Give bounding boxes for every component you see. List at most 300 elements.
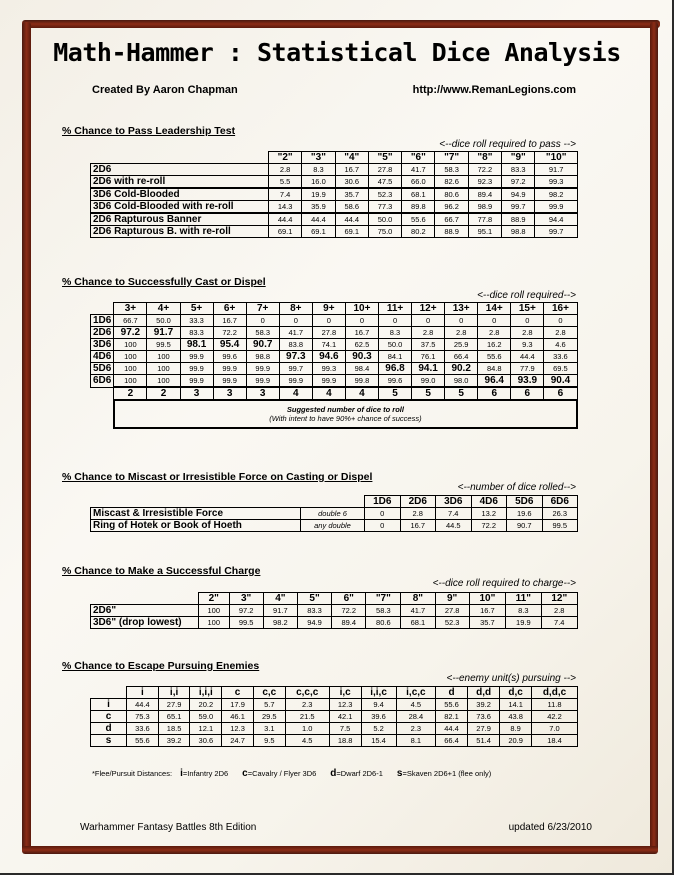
table-cell: 69.1 (335, 226, 368, 238)
pursuit-legend (92, 768, 491, 779)
table-cell: 97.2 (229, 605, 263, 617)
table-cell: 2.8 (412, 327, 445, 339)
suggested-dice-cell: 4 (312, 387, 345, 400)
header-blank (91, 303, 114, 315)
table-cell: 99.7 (535, 226, 578, 238)
table-row (91, 363, 578, 375)
table-cell: 0 (378, 315, 411, 327)
table-cell: 7.0 (532, 723, 578, 735)
column-header: "5" (368, 152, 401, 164)
table-cell: 83.3 (297, 605, 331, 617)
table-cell: 97.2 (114, 327, 147, 339)
column-header: i (127, 687, 159, 699)
legend-entry (397, 769, 491, 778)
table-cell: 4.5 (285, 735, 329, 747)
table-row (91, 201, 578, 214)
table-cell: 94.1 (412, 363, 445, 375)
table-cell: 98.0 (445, 375, 478, 388)
column-header: 10" (469, 593, 505, 605)
table-cell: 12.3 (329, 699, 361, 711)
table-row (91, 327, 578, 339)
table-cell: 98.9 (468, 201, 501, 214)
table-cell: 33.6 (544, 351, 577, 363)
table-cell: 42.2 (532, 711, 578, 723)
table-row (91, 723, 578, 735)
suggested-note: (With intent to have 90%+ chance of success) (269, 414, 422, 423)
row-label: 2D6 (91, 164, 269, 176)
column-header: 9" (435, 593, 469, 605)
table-cell: 97.3 (279, 351, 312, 363)
table-cell: 58.3 (246, 327, 279, 339)
leadership-table (90, 151, 578, 238)
table-cell: 69.1 (269, 226, 302, 238)
charge-section-title: % Chance to Make a Successful Charge (62, 565, 261, 577)
table-cell: 17.9 (222, 699, 254, 711)
row-label: c (91, 711, 127, 723)
table-cell: 68.1 (401, 617, 435, 629)
row-label: 2D6 Rapturous B. with re-roll (91, 226, 269, 238)
table-cell: 8.1 (396, 735, 436, 747)
table-cell: 99.0 (412, 375, 445, 388)
table-cell: 27.9 (467, 723, 499, 735)
legend-key: i (180, 768, 183, 779)
table-cell: 66.7 (435, 213, 468, 226)
table-cell: 99.9 (279, 375, 312, 388)
pursuit-hint: <--enemy unit(s) pursuing --> (446, 673, 576, 684)
table-cell: 28.4 (396, 711, 436, 723)
table-cell: 72.2 (213, 327, 246, 339)
table-cell: 0 (345, 315, 378, 327)
table-cell: 97.2 (502, 176, 535, 189)
leadership-hint: <--dice roll required to pass --> (439, 139, 576, 150)
table-row (91, 339, 578, 351)
table-cell: 99.3 (312, 363, 345, 375)
column-header: i,i (158, 687, 190, 699)
legend-key: c (242, 768, 248, 779)
column-header: 6+ (213, 303, 246, 315)
table-cell: 30.6 (335, 176, 368, 189)
table-cell: 2.8 (269, 164, 302, 176)
table-cell: 72.2 (332, 605, 366, 617)
table-cell: 59.0 (190, 711, 222, 723)
table-cell: 33.3 (180, 315, 213, 327)
table-cell: 73.6 (467, 711, 499, 723)
table-cell: 0 (478, 315, 511, 327)
table-cell: 98.4 (345, 363, 378, 375)
suggested-dice-cell: 4 (279, 387, 312, 400)
table-cell: 30.6 (190, 735, 222, 747)
table-row (91, 711, 578, 723)
table-cell: 90.3 (345, 351, 378, 363)
table-cell: 99.9 (535, 201, 578, 214)
header-blank (91, 593, 199, 605)
table-cell: 55.6 (402, 213, 435, 226)
table-cell: 43.8 (500, 711, 532, 723)
header-blank (301, 496, 365, 508)
table-cell: 82.6 (435, 176, 468, 189)
page-title: Math-Hammer : Statistical Dice Analysis (53, 38, 621, 67)
column-header: 15+ (511, 303, 544, 315)
table-cell: 100 (199, 605, 230, 617)
table-row (91, 351, 578, 363)
column-header: "3" (302, 152, 335, 164)
table-cell: 66.0 (402, 176, 435, 189)
footer-updated: updated 6/23/2010 (508, 822, 592, 833)
table-cell: 44.5 (436, 520, 472, 532)
table-cell: 7.5 (329, 723, 361, 735)
table-cell: 100 (147, 351, 180, 363)
table-cell: 0 (511, 315, 544, 327)
pursuit-section-title: % Chance to Escape Pursuing Enemies (62, 660, 260, 672)
footer-edition: Warhammer Fantasy Battles 8th Edition (80, 822, 257, 833)
legend-entry (180, 769, 228, 778)
table-cell: 35.7 (469, 617, 505, 629)
table-cell: 74.1 (312, 339, 345, 351)
table-cell: 4.6 (544, 339, 577, 351)
leadership-section-title: % Chance to Pass Leadership Test (62, 125, 236, 137)
table-cell: 88.9 (502, 213, 535, 226)
column-header: d (436, 687, 468, 699)
table-cell: 58.6 (335, 201, 368, 214)
column-header: c,c (253, 687, 285, 699)
table-cell: 83.3 (502, 164, 535, 176)
table-cell: 52.3 (368, 188, 401, 201)
column-header: 3+ (114, 303, 147, 315)
table-row (91, 617, 578, 629)
table-cell: 98.2 (535, 188, 578, 201)
blank-cell (91, 387, 114, 400)
table-row (91, 375, 578, 388)
table-cell: 19.6 (507, 508, 543, 520)
row-label: i (91, 699, 127, 711)
table-cell: 21.5 (285, 711, 329, 723)
table-cell: 76.1 (412, 351, 445, 363)
table-cell: 27.9 (158, 699, 190, 711)
table-cell: 90.2 (445, 363, 478, 375)
table-cell: 16.7 (213, 315, 246, 327)
table-cell: 19.9 (506, 617, 541, 629)
column-header: 3" (229, 593, 263, 605)
table-row (91, 735, 578, 747)
table-cell: 77.3 (368, 201, 401, 214)
column-header: i,c,c (396, 687, 436, 699)
pursuit-table (90, 686, 578, 747)
table-cell: 100 (114, 339, 147, 351)
table-cell: 1.0 (285, 723, 329, 735)
table-cell: 75.0 (368, 226, 401, 238)
row-label: d (91, 723, 127, 735)
table-cell: 37.5 (412, 339, 445, 351)
table-cell: 2.3 (396, 723, 436, 735)
column-header: i,i,c (361, 687, 396, 699)
table-cell: 9.4 (361, 699, 396, 711)
table-cell: 94.9 (502, 188, 535, 201)
table-cell: 44.4 (335, 213, 368, 226)
table-cell: 99.9 (180, 363, 213, 375)
row-label: 5D6 (91, 363, 114, 375)
column-header: 7+ (246, 303, 279, 315)
row-label: 2D6 (91, 327, 114, 339)
table-cell: 99.3 (535, 176, 578, 189)
header-blank (91, 687, 127, 699)
table-cell: 84.8 (478, 363, 511, 375)
table-cell: 50.0 (368, 213, 401, 226)
website-url: http://www.RemanLegions.com (412, 84, 576, 96)
suggested-dice-note (114, 400, 577, 428)
table-cell: 100 (114, 351, 147, 363)
table-cell: 94.6 (312, 351, 345, 363)
table-row (91, 188, 578, 201)
table-cell: 91.7 (147, 327, 180, 339)
table-cell: 100 (147, 363, 180, 375)
column-header: 12+ (412, 303, 445, 315)
table-cell: 69.5 (544, 363, 577, 375)
table-cell: 80.6 (366, 617, 401, 629)
table-cell: 69.1 (302, 226, 335, 238)
table-cell: 91.7 (263, 605, 297, 617)
table-cell: 93.9 (511, 375, 544, 388)
table-cell: 16.7 (469, 605, 505, 617)
column-header: 11" (506, 593, 541, 605)
table-cell: 2.8 (544, 327, 577, 339)
table-cell: 50.0 (147, 315, 180, 327)
column-header: "9" (502, 152, 535, 164)
table-cell: 90.4 (544, 375, 577, 388)
table-cell: 84.1 (378, 351, 411, 363)
table-cell: 98.8 (502, 226, 535, 238)
table-cell: 77.8 (468, 213, 501, 226)
column-header: 6" (332, 593, 366, 605)
column-header: 14+ (478, 303, 511, 315)
row-note: any double (301, 520, 365, 532)
table-cell: 99.6 (213, 351, 246, 363)
table-cell: 95.1 (468, 226, 501, 238)
row-label: 2D6 Rapturous Banner (91, 213, 269, 226)
legend-entry (242, 769, 316, 778)
column-header: 8" (401, 593, 435, 605)
suggested-dice-cell: 5 (445, 387, 478, 400)
column-header: 12" (541, 593, 577, 605)
row-label: Miscast & Irresistible Force (91, 508, 301, 520)
table-cell: 0 (279, 315, 312, 327)
suggested-dice-cell: 2 (147, 387, 180, 400)
column-header: i,c (329, 687, 361, 699)
column-header: 6D6 (542, 496, 578, 508)
table-cell: 92.3 (468, 176, 501, 189)
table-cell: 99.5 (147, 339, 180, 351)
table-cell: 58.3 (366, 605, 401, 617)
row-label: 3D6 Cold-Blooded (91, 188, 269, 201)
suggested-dice-cell: 6 (544, 387, 577, 400)
table-cell: 55.6 (436, 699, 468, 711)
table-cell: 100 (147, 375, 180, 388)
table-cell: 20.9 (500, 735, 532, 747)
column-header: 4" (263, 593, 297, 605)
table-cell: 9.5 (253, 735, 285, 747)
table-cell: 99.6 (378, 375, 411, 388)
table-cell: 2.8 (400, 508, 436, 520)
column-header: "6" (402, 152, 435, 164)
column-header: 13+ (445, 303, 478, 315)
table-cell: 7.4 (541, 617, 577, 629)
column-header: 2D6 (400, 496, 436, 508)
row-label: Ring of Hotek or Book of Hoeth (91, 520, 301, 532)
table-cell: 33.6 (127, 723, 159, 735)
table-cell: 16.2 (478, 339, 511, 351)
blank-cell (91, 400, 114, 428)
cast-hint: <--dice roll required--> (477, 290, 576, 301)
table-cell: 52.3 (435, 617, 469, 629)
table-cell: 5.7 (253, 699, 285, 711)
table-row (91, 699, 578, 711)
table-cell: 18.8 (329, 735, 361, 747)
table-cell: 16.7 (335, 164, 368, 176)
row-note: double 6 (301, 508, 365, 520)
legend-prefix: *Flee/Pursuit Distances: (92, 769, 173, 778)
table-cell: 2.8 (445, 327, 478, 339)
suggested-dice-cell: 3 (213, 387, 246, 400)
table-cell: 89.4 (332, 617, 366, 629)
table-cell: 27.8 (312, 327, 345, 339)
table-cell: 12.1 (190, 723, 222, 735)
table-cell: 83.3 (180, 327, 213, 339)
column-header: 16+ (544, 303, 577, 315)
column-header: 5+ (180, 303, 213, 315)
table-cell: 80.6 (435, 188, 468, 201)
table-cell: 44.4 (302, 213, 335, 226)
table-cell: 5.5 (269, 176, 302, 189)
table-cell: 3.1 (253, 723, 285, 735)
table-row (91, 605, 578, 617)
table-row (91, 508, 578, 520)
table-cell: 2.8 (478, 327, 511, 339)
miscast-hint: <--number of dice rolled--> (457, 482, 576, 493)
column-header: i,i,i (190, 687, 222, 699)
table-cell: 99.8 (345, 375, 378, 388)
table-cell: 99.7 (502, 201, 535, 214)
table-cell: 13.2 (471, 508, 507, 520)
column-header: 4D6 (471, 496, 507, 508)
table-cell: 14.3 (269, 201, 302, 214)
table-cell: 99.7 (279, 363, 312, 375)
table-cell: 11.8 (532, 699, 578, 711)
table-cell: 68.1 (402, 188, 435, 201)
table-cell: 55.6 (478, 351, 511, 363)
legend-key: d (330, 768, 337, 779)
column-header: 1D6 (365, 496, 401, 508)
table-cell: 89.4 (468, 188, 501, 201)
suggested-dice-cell: 5 (378, 387, 411, 400)
column-header: c (222, 687, 254, 699)
table-cell: 15.4 (361, 735, 396, 747)
table-cell: 4.5 (396, 699, 436, 711)
row-label: 2D6" (91, 605, 199, 617)
table-cell: 25.9 (445, 339, 478, 351)
table-cell: 20.2 (190, 699, 222, 711)
table-cell: 75.3 (127, 711, 159, 723)
table-cell: 46.1 (222, 711, 254, 723)
row-label: 3D6 Cold-Blooded with re-roll (91, 201, 269, 214)
table-cell: 39.2 (467, 699, 499, 711)
header-blank (91, 496, 301, 508)
table-cell: 89.8 (402, 201, 435, 214)
table-cell: 19.9 (302, 188, 335, 201)
table-cell: 2.8 (511, 327, 544, 339)
table-cell: 98.8 (246, 351, 279, 363)
table-cell: 82.1 (436, 711, 468, 723)
table-cell: 77.9 (511, 363, 544, 375)
table-cell: 35.7 (335, 188, 368, 201)
table-cell: 99.9 (312, 375, 345, 388)
row-label: 3D6 (91, 339, 114, 351)
legend-text: =Cavalry / Flyer 3D6 (247, 769, 317, 778)
row-label: 2D6 with re-roll (91, 176, 269, 189)
column-header: 10+ (345, 303, 378, 315)
table-cell: 16.7 (345, 327, 378, 339)
column-header: c,c,c (285, 687, 329, 699)
legend-text: =Skaven 2D6+1 (flee only) (402, 769, 492, 778)
table-row (91, 176, 578, 189)
column-header: 5D6 (507, 496, 543, 508)
suggested-dice-cell: 3 (246, 387, 279, 400)
table-cell: 66.4 (445, 351, 478, 363)
table-cell: 8.3 (302, 164, 335, 176)
table-cell: 96.8 (378, 363, 411, 375)
suggested-label: Suggested number of dice to roll (286, 405, 404, 414)
cast-section-title: % Chance to Successfully Cast or Dispel (62, 276, 266, 288)
table-cell: 91.7 (535, 164, 578, 176)
table-cell: 44.4 (511, 351, 544, 363)
table-cell: 100 (199, 617, 230, 629)
table-cell: 16.0 (302, 176, 335, 189)
table-cell: 94.9 (297, 617, 331, 629)
column-header: "7" (366, 593, 401, 605)
legend-key: s (396, 768, 403, 779)
table-cell: 18.4 (532, 735, 578, 747)
row-label: 1D6 (91, 315, 114, 327)
table-cell: 62.5 (345, 339, 378, 351)
suggested-dice-cell: 6 (511, 387, 544, 400)
column-header: 4+ (147, 303, 180, 315)
column-header: "8" (468, 152, 501, 164)
table-cell: 39.6 (361, 711, 396, 723)
charge-table (90, 592, 578, 629)
column-header: "7" (435, 152, 468, 164)
table-cell: 99.9 (246, 363, 279, 375)
table-row (91, 520, 578, 532)
table-cell: 96.4 (478, 375, 511, 388)
author-credit: Created By Aaron Chapman (92, 84, 238, 96)
table-cell: 51.4 (467, 735, 499, 747)
table-cell: 80.2 (402, 226, 435, 238)
table-cell: 27.8 (435, 605, 469, 617)
legend-text: =Dwarf 2D6-1 (336, 769, 383, 778)
table-cell: 41.7 (402, 164, 435, 176)
table-cell: 0 (365, 508, 401, 520)
table-cell: 100 (114, 363, 147, 375)
table-row (91, 226, 578, 238)
table-cell: 12.3 (222, 723, 254, 735)
column-header: "4" (335, 152, 368, 164)
table-cell: 99.5 (229, 617, 263, 629)
table-cell: 66.4 (436, 735, 468, 747)
table-cell: 83.8 (279, 339, 312, 351)
column-header: d,c (500, 687, 532, 699)
charge-hint: <--dice roll required to charge--> (432, 578, 576, 589)
suggested-dice-cell: 6 (478, 387, 511, 400)
table-cell: 95.4 (213, 339, 246, 351)
table-cell: 99.9 (246, 375, 279, 388)
